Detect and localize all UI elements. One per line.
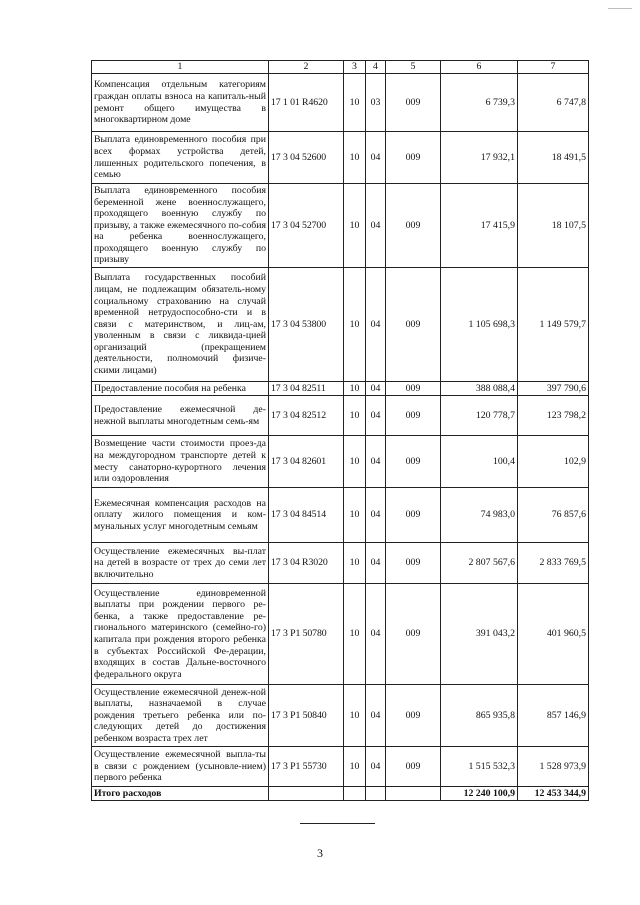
table-row [92,488,589,543]
total-empty-cell [344,787,366,801]
row-subsection: 04 [366,184,386,268]
row-value-col6: 388 088,4 [441,382,518,396]
row-value-col7: 401 960,5 [518,584,589,685]
row-name: Предоставление пособия на ребенка [92,382,269,396]
total-empty-cell [386,787,441,801]
row-value-col7: 1 149 579,7 [518,268,589,382]
total-value-col6: 12 240 100,9 [441,787,518,801]
table-row [92,396,589,436]
row-value-col6: 1 105 698,3 [441,268,518,382]
row-section: 10 [344,488,366,543]
row-name: Выплата единовременного пособия беременной жене военнослужащего, проходящего военную службу по призыву, а также ежемесячного по-собия на ребенка военнослужащего, проходящего военную службу по призыву [92,184,269,268]
row-value-col6: 2 807 567,6 [441,543,518,584]
col-header-6: 6 [441,61,518,74]
row-section: 10 [344,543,366,584]
budget-table [91,60,589,801]
row-code: 17 3 04 82511 [269,382,344,396]
row-code: 17 3 04 53800 [269,268,344,382]
row-expense-type: 009 [386,488,441,543]
row-value-col7: 18 107,5 [518,184,589,268]
row-code: 17 3 04 82512 [269,396,344,436]
row-code: 17 3 04 52700 [269,184,344,268]
row-value-col7: 857 146,9 [518,685,589,747]
table-row [92,543,589,584]
row-expense-type: 009 [386,184,441,268]
total-label: Итого расходов [92,787,269,801]
row-expense-type: 009 [386,74,441,132]
row-value-col7: 123 798,2 [518,396,589,436]
header-row [92,61,589,74]
row-expense-type: 009 [386,268,441,382]
row-expense-type: 009 [386,396,441,436]
row-code: 17 1 01 R4620 [269,74,344,132]
row-code: 17 3 04 84514 [269,488,344,543]
row-section: 10 [344,132,366,184]
row-subsection: 03 [366,74,386,132]
row-name: Осуществление ежемесячной денеж-ной выплаты, назначаемой в случае рождения третьего ребенка или по-следующих детей до достижения ребенком возраста трех лет [92,685,269,747]
row-value-col6: 391 043,2 [441,584,518,685]
row-value-col6: 1 515 532,3 [441,747,518,787]
row-subsection: 04 [366,436,386,488]
row-expense-type: 009 [386,436,441,488]
table-row [92,184,589,268]
row-name: Предоставление ежемесячной де-нежной выплаты многодетным семь-ям [92,396,269,436]
row-expense-type: 009 [386,132,441,184]
col-header-4: 4 [366,61,386,74]
row-value-col7: 1 528 973,9 [518,747,589,787]
row-section: 10 [344,747,366,787]
row-expense-type: 009 [386,747,441,787]
row-value-col7: 397 790,6 [518,382,589,396]
row-code: 17 3 04 82601 [269,436,344,488]
col-header-3: 3 [344,61,366,74]
row-expense-type: 009 [386,584,441,685]
row-subsection: 04 [366,685,386,747]
col-header-1: 1 [92,61,269,74]
row-code: 17 3 04 52600 [269,132,344,184]
footer-divider [300,823,375,824]
row-name: Осуществление единовременной выплаты при рождении первого ре-бенка, а также предоставление ре-гионального материнского (семейно-го) капитала при рождения второго ребенка в субъектах Российской Фе-дерации, входящих в состав Дальне-восточного федерального округа [92,584,269,685]
row-expense-type: 009 [386,382,441,396]
row-section: 10 [344,268,366,382]
row-section: 10 [344,396,366,436]
total-row [92,787,589,801]
row-expense-type: 009 [386,685,441,747]
row-subsection: 04 [366,382,386,396]
row-value-col6: 74 983,0 [441,488,518,543]
row-value-col7: 102,9 [518,436,589,488]
row-value-col6: 865 935,8 [441,685,518,747]
total-empty-cell [366,787,386,801]
table-row [92,382,589,396]
row-value-col6: 100,4 [441,436,518,488]
row-name: Выплата единовременного пособия при всех формах устройства детей, лишенных родительского попечения, в семью [92,132,269,184]
row-section: 10 [344,382,366,396]
corner-scan-mark [608,8,632,9]
row-name: Выплата государственных пособий лицам, не подлежащим обязатель-ному социальному страхованию на случай временной нетрудоспособно-сти и в связи с материнством, и лиц-ам, уволенным в связи с ликвида-цией организаций (прекращением деятельности, полномочий физиче-скими лицами) [92,268,269,382]
row-value-col6: 17 932,1 [441,132,518,184]
row-subsection: 04 [366,584,386,685]
row-section: 10 [344,74,366,132]
row-expense-type: 009 [386,543,441,584]
row-name: Компенсация отдельным категориям граждан оплаты взноса на капиталь-ный ремонт общего имущества в многоквартирном доме [92,74,269,132]
col-header-2: 2 [269,61,344,74]
row-name: Осуществление ежемесячной выпла-ты в связи с рождением (усыновле-нием) первого ребенка [92,747,269,787]
row-subsection: 04 [366,543,386,584]
row-name: Ежемесячная компенсация расходов на оплату жилого помещения и ком-мунальных услуг многодетным семьям [92,488,269,543]
table-row [92,685,589,747]
row-subsection: 04 [366,396,386,436]
row-code: 17 3 P1 50780 [269,584,344,685]
total-value-col7: 12 453 344,9 [518,787,589,801]
table-row [92,132,589,184]
row-name: Возмещение части стоимости проез-да на междугородном транспорте детей к месту санаторно-курортного лечения или оздоровления [92,436,269,488]
total-empty-cell [269,787,344,801]
table-row [92,436,589,488]
table-row [92,584,589,685]
row-value-col7: 2 833 769,5 [518,543,589,584]
row-section: 10 [344,184,366,268]
row-subsection: 04 [366,488,386,543]
row-value-col6: 17 415,9 [441,184,518,268]
row-value-col7: 76 857,6 [518,488,589,543]
row-code: 17 3 P1 50840 [269,685,344,747]
row-subsection: 04 [366,132,386,184]
table-row [92,268,589,382]
page-number: 3 [317,846,323,860]
table-row [92,747,589,787]
row-section: 10 [344,685,366,747]
row-code: 17 3 04 R3020 [269,543,344,584]
row-subsection: 04 [366,747,386,787]
row-name: Осуществление ежемесячных вы-плат на детей в возрасте от трех до семи лет включительно [92,543,269,584]
row-value-col6: 6 739,3 [441,74,518,132]
row-subsection: 04 [366,268,386,382]
col-header-5: 5 [386,61,441,74]
row-value-col7: 18 491,5 [518,132,589,184]
row-section: 10 [344,436,366,488]
row-code: 17 3 P1 55730 [269,747,344,787]
row-section: 10 [344,584,366,685]
table-row [92,74,589,132]
col-header-7: 7 [518,61,589,74]
row-value-col7: 6 747,8 [518,74,589,132]
row-value-col6: 120 778,7 [441,396,518,436]
